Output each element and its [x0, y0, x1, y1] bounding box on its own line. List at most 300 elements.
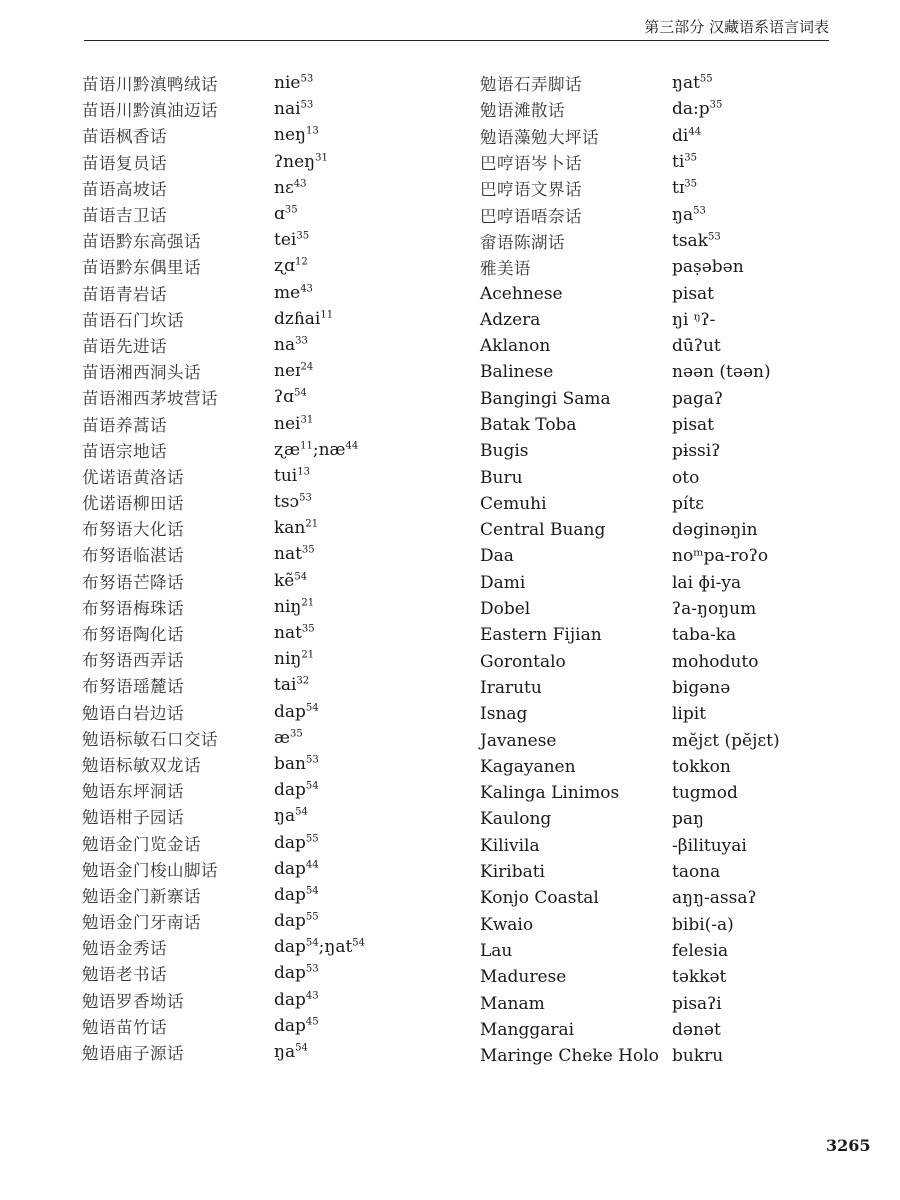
word-form-text: ŋi ᵑʔ-: [672, 309, 716, 330]
language-name: Madurese: [480, 967, 567, 988]
tone-number: 45: [305, 1016, 319, 1028]
word-entry-row: [480, 70, 880, 96]
word-form-text: tugmod: [672, 783, 738, 804]
word-entry-row: [480, 254, 880, 280]
tone-number: 54: [294, 387, 307, 399]
word-form: [274, 911, 319, 931]
word-form-text: nat: [274, 623, 302, 644]
language-name: Eastern Fijian: [480, 625, 602, 646]
word-form: [672, 362, 771, 382]
word-form: [274, 597, 314, 617]
word-entry-row: [82, 725, 472, 751]
language-name: 苗语复员话: [82, 153, 167, 173]
word-form-text: ban: [274, 753, 306, 774]
word-form-text: ʐɑ: [274, 256, 296, 277]
word-form-text: ɑ: [274, 204, 285, 225]
word-form-text: lai ɸi-ya: [672, 572, 742, 593]
word-entry-row: [480, 491, 880, 517]
word-entry-row: [82, 122, 472, 148]
word-form: [274, 728, 303, 748]
word-entry-row: [480, 412, 880, 438]
language-name: 勉语白岩边话: [82, 703, 184, 723]
word-form-text: dap: [274, 989, 306, 1010]
word-entry-row: [480, 990, 880, 1016]
word-entry-row: [480, 833, 880, 859]
tone-number: 35: [296, 230, 310, 242]
word-form: [274, 492, 312, 512]
word-entry-row: [82, 672, 472, 698]
word-form-text: bibi(-a): [672, 914, 734, 935]
word-form-text: pítɛ: [672, 493, 704, 514]
word-entry-row: [480, 701, 880, 727]
word-entry-row: [480, 649, 880, 675]
language-name: 畲语陈湖话: [480, 232, 565, 252]
word-form: [274, 466, 310, 486]
tone-number: 31: [300, 413, 314, 425]
word-entry-row: [82, 384, 472, 410]
word-entry-row: [82, 908, 472, 934]
word-form-text: dap: [274, 937, 306, 958]
word-form-alt-text: ;ŋat: [318, 937, 353, 958]
tone-number: 54: [295, 806, 308, 818]
word-entry-row: [480, 1017, 880, 1043]
word-entry-row: [82, 882, 472, 908]
word-form-text: da:p: [672, 99, 710, 120]
word-form: [672, 468, 699, 488]
word-form-text: di: [672, 125, 689, 146]
word-form-text: pisaʔi: [672, 993, 722, 1014]
word-entry-row: [480, 1043, 880, 1069]
word-form: [672, 389, 723, 409]
word-form: [672, 652, 758, 672]
word-entry-row: [82, 960, 472, 986]
word-entry-row: [82, 1013, 472, 1039]
word-form: [672, 415, 714, 435]
word-form-text: bigənə: [672, 677, 731, 698]
word-form: [274, 518, 318, 538]
word-entry-row: [82, 306, 472, 332]
word-form: [672, 731, 780, 751]
word-form-text: niŋ: [274, 596, 302, 617]
tone-number: 44: [345, 440, 359, 452]
word-form-text: nai: [274, 99, 301, 120]
word-entry-row: [82, 856, 472, 882]
word-form-text: nəən (təən): [672, 362, 771, 383]
tone-number: 53: [300, 73, 314, 85]
language-name: 苗语养蒿话: [82, 415, 167, 435]
language-name: Maringe Cheke Holo: [480, 1046, 659, 1067]
word-entry-row: [82, 934, 472, 960]
word-form: [274, 73, 313, 93]
word-form: [672, 783, 738, 803]
language-name: 苗语黔东高强话: [82, 232, 201, 252]
word-entry-row: [82, 201, 472, 227]
word-form-text: nɛ: [274, 177, 294, 198]
tone-number: 11: [320, 309, 334, 321]
word-entry-row: [480, 885, 880, 911]
word-entry-row: [480, 123, 880, 149]
word-form-text: ʐæ: [274, 439, 301, 460]
word-form: [274, 623, 315, 643]
word-form: [274, 335, 308, 355]
tone-number: 31: [315, 152, 328, 163]
word-entry-row: [480, 201, 880, 227]
word-form-text: dənət: [672, 1019, 721, 1040]
word-entry-row: [480, 727, 880, 753]
word-form: [274, 963, 319, 983]
word-form-text: felesia: [672, 940, 729, 961]
word-entry-row: [82, 280, 472, 306]
language-name: Buru: [480, 467, 523, 488]
right-word-column: [480, 70, 880, 1069]
word-form: [672, 941, 728, 961]
word-form-text: dap: [274, 701, 306, 722]
language-name: Konjo Coastal: [480, 888, 599, 909]
language-name: 布努语梅珠话: [82, 598, 184, 618]
language-name: Acehnese: [480, 283, 563, 304]
language-name: Kilivila: [480, 835, 540, 856]
tone-number: 55: [699, 73, 713, 85]
language-name: Lau: [480, 940, 513, 961]
word-form: [274, 256, 308, 276]
language-name: Batak Toba: [480, 415, 577, 435]
language-name: Javanese: [480, 730, 557, 751]
word-form: [672, 994, 722, 1014]
tone-number: 53: [300, 99, 314, 111]
word-entry-row: [82, 96, 472, 122]
language-name: 勉语老书话: [82, 965, 167, 985]
word-entry-row: [480, 359, 880, 385]
word-entry-row: [82, 1039, 472, 1065]
word-form-text: pisat: [672, 283, 715, 304]
word-form: [274, 204, 298, 224]
tone-number: 44: [305, 859, 319, 871]
word-entry-row: [480, 149, 880, 175]
language-name: 布努语西弄话: [82, 651, 184, 671]
word-entry-row: [82, 489, 472, 515]
word-form-text: mĕjɛt (pĕjɛt): [672, 730, 780, 751]
word-form: [274, 361, 313, 381]
tone-number: 55: [305, 911, 319, 923]
language-name: 勉语标敏双龙话: [82, 755, 201, 775]
word-form-text: niŋ: [274, 649, 302, 670]
word-form-text: tsak: [672, 230, 708, 251]
tone-number: 35: [684, 152, 698, 164]
language-name: 苗语先进话: [82, 336, 167, 356]
language-name: 布努语临湛话: [82, 546, 184, 566]
language-name: Balinese: [480, 362, 554, 383]
word-form-text: kan: [274, 518, 306, 539]
word-form-text: taba-ka: [672, 625, 737, 646]
tone-number: 33: [295, 335, 308, 347]
word-entry-row: [82, 149, 472, 175]
word-form-text: neŋ: [274, 125, 306, 146]
word-entry-row: [480, 964, 880, 990]
word-entry-row: [82, 699, 472, 725]
word-form-text: ti: [672, 152, 685, 173]
language-name: 勉语金门新寨话: [82, 886, 201, 906]
word-form: [672, 152, 697, 172]
word-form-text: pisat: [672, 415, 715, 435]
word-form-text: pɨssiʔ: [672, 441, 721, 462]
language-name: Aklanon: [480, 336, 551, 357]
word-form: [274, 125, 319, 145]
word-entry-row: [82, 751, 472, 777]
left-word-column: [82, 70, 472, 1065]
language-name: Kalinga Linimos: [480, 783, 620, 804]
language-name: Kaulong: [480, 809, 552, 830]
language-name: Cemuhi: [480, 493, 547, 514]
word-form-text: dap: [274, 832, 306, 853]
word-form-text: ʔneŋ: [274, 151, 316, 172]
tone-number: 55: [305, 832, 319, 844]
page-number: 3265: [826, 1136, 871, 1155]
word-form: [672, 678, 730, 698]
tone-number: 54: [295, 1042, 308, 1054]
tone-number: 35: [289, 728, 303, 740]
language-name: 优诺语黄洛话: [82, 467, 184, 487]
tone-number: 13: [305, 125, 319, 137]
language-name: 巴哼语唔奈话: [480, 206, 582, 226]
language-name: 布努语陶化话: [82, 625, 184, 645]
language-name: 苗语吉卫话: [82, 206, 167, 226]
word-form: [274, 859, 319, 879]
word-form-text: dzɦai: [274, 308, 321, 329]
word-form: [672, 625, 736, 645]
language-name: 勉语苗竹话: [82, 1017, 167, 1037]
word-form: [672, 205, 706, 225]
word-form: [672, 494, 704, 514]
word-form: [672, 441, 720, 461]
word-entry-row: [82, 829, 472, 855]
word-form: [672, 1020, 721, 1040]
word-form: [672, 284, 714, 304]
language-name: Kagayanen: [480, 756, 576, 777]
language-name: 勉语庙子源话: [82, 1044, 184, 1064]
word-form-text: ŋa: [274, 806, 296, 827]
tone-number: 43: [305, 990, 319, 1001]
language-name: Dobel: [480, 599, 531, 620]
word-form-text: ŋa: [672, 204, 694, 225]
tone-number: 24: [300, 361, 314, 373]
tone-number: 12: [295, 256, 308, 268]
language-name: 勉语石弄脚话: [480, 75, 582, 95]
word-form-text: ŋat: [672, 73, 700, 94]
word-form: [274, 675, 309, 695]
language-name: 勉语金门梭山脚话: [82, 860, 218, 880]
language-name: Daa: [480, 546, 514, 567]
language-name: 苗语川黔滇鸭绒话: [82, 75, 218, 95]
language-name: 勉语东坪洞话: [82, 782, 184, 802]
word-entry-row: [82, 175, 472, 201]
word-form: [274, 152, 328, 172]
word-entry-row: [82, 646, 472, 672]
word-form-text: dap: [274, 1015, 306, 1036]
word-form-text: bukru: [672, 1046, 724, 1067]
word-form: [672, 73, 713, 93]
word-form-text: mohoduto: [672, 651, 759, 672]
word-entry-row: [480, 622, 880, 648]
word-entry-row: [82, 541, 472, 567]
word-entry-row: [480, 754, 880, 780]
language-name: Gorontalo: [480, 651, 566, 672]
word-entry-row: [480, 333, 880, 359]
word-form-text: nat: [274, 544, 302, 565]
language-name: 勉语藻勉大坪话: [480, 127, 599, 147]
word-entry-row: [480, 228, 880, 254]
tone-number: 32: [296, 675, 310, 687]
tone-number: 35: [284, 204, 298, 216]
word-form-text: dap: [274, 911, 306, 932]
word-entry-row: [480, 96, 880, 122]
word-form-text: tei: [274, 230, 297, 251]
word-form: [274, 702, 319, 722]
word-form: [672, 1046, 723, 1066]
word-form-text: noᵐpa-roʔo: [672, 546, 769, 567]
word-form: [274, 440, 358, 460]
word-form-text: dap: [274, 884, 306, 905]
word-form-text: tokkon: [672, 756, 731, 777]
word-entry-row: [480, 675, 880, 701]
language-name: 苗语湘西茅坡营话: [82, 389, 218, 409]
word-form: [274, 1016, 319, 1036]
word-form: [274, 754, 319, 774]
language-name: 苗语湘西洞头话: [82, 363, 201, 383]
language-name: 布努语大化话: [82, 520, 184, 540]
tone-number: 21: [301, 597, 315, 609]
word-form: [672, 99, 722, 119]
word-form-text: tui: [274, 465, 298, 486]
tone-number: 54: [305, 701, 319, 713]
word-form-text: dəginəŋin: [672, 520, 758, 541]
language-name: Kiribati: [480, 862, 545, 883]
word-entry-row: [480, 464, 880, 490]
word-form: [274, 387, 307, 407]
word-form: [274, 806, 308, 826]
tone-number: 35: [301, 623, 315, 635]
word-form-text: lipit: [672, 704, 707, 725]
tone-number: 21: [305, 518, 319, 530]
word-form: [672, 809, 704, 829]
language-name: Bangingi Sama: [480, 388, 611, 409]
word-form: [274, 309, 333, 329]
language-name: Kwaio: [480, 914, 534, 935]
word-form: [274, 544, 315, 564]
word-form: [274, 990, 319, 1010]
word-entry-row: [480, 438, 880, 464]
word-entry-row: [82, 358, 472, 384]
language-name: 苗语青岩话: [82, 284, 167, 304]
word-form: [672, 967, 726, 987]
language-name: Manggarai: [480, 1019, 575, 1040]
language-name: 勉语滩散话: [480, 101, 565, 121]
language-name: Bugis: [480, 441, 529, 462]
tone-number: 35: [684, 178, 698, 190]
language-name: Adzera: [480, 309, 541, 330]
word-entry-row: [82, 594, 472, 620]
word-form: [672, 310, 715, 330]
word-entry-row: [480, 517, 880, 543]
language-name: 苗语高坡话: [82, 179, 167, 199]
word-entry-row: [480, 570, 880, 596]
word-entry-row: [480, 859, 880, 885]
word-form-text: paṣəbən: [672, 257, 744, 278]
language-name: 勉语金门览金话: [82, 834, 201, 854]
word-form-text: tɪ: [672, 178, 685, 199]
tone-number: 21: [301, 649, 315, 661]
language-name: 苗语石门坎话: [82, 310, 184, 330]
word-form-text: oto: [672, 467, 700, 488]
word-form: [672, 546, 768, 566]
word-form: [672, 599, 756, 619]
tone-number: 13: [297, 466, 310, 478]
word-entry-row: [82, 227, 472, 253]
language-name: 苗语枫香话: [82, 127, 167, 147]
word-entry-row: [480, 307, 880, 333]
word-form: [274, 414, 313, 434]
language-name: 雅美语: [480, 259, 531, 279]
language-name: Isnag: [480, 704, 528, 725]
language-name: 布努语瑶麓话: [82, 677, 184, 697]
word-entry-row: [82, 987, 472, 1013]
word-form-text: dap: [274, 963, 306, 984]
tone-number: 54: [305, 885, 319, 897]
word-form: [274, 283, 313, 303]
word-form: [274, 780, 319, 800]
word-form-text: neɪ: [274, 361, 301, 382]
language-name: 巴哼语岑卜话: [480, 154, 582, 174]
word-form: [274, 833, 319, 853]
word-form: [274, 230, 309, 250]
language-name: 勉语金秀话: [82, 939, 167, 959]
word-form: [274, 649, 314, 669]
language-name: 苗语宗地话: [82, 441, 167, 461]
language-name: 勉语金门牙南话: [82, 913, 201, 933]
word-entry-row: [82, 803, 472, 829]
word-form: [672, 757, 731, 777]
word-form-alt-text: ;næ: [312, 439, 346, 460]
language-name: Dami: [480, 572, 526, 593]
word-form-text: me: [274, 282, 301, 303]
word-form-text: ʔɑ: [274, 387, 294, 408]
word-entry-row: [82, 515, 472, 541]
tone-number: 53: [693, 204, 706, 216]
language-name: 苗语川黔滇油迈话: [82, 101, 218, 121]
word-form-text: taona: [672, 862, 721, 883]
tone-number: 44: [688, 126, 702, 138]
word-form: [672, 888, 757, 908]
word-entry-row: [480, 780, 880, 806]
word-form-text: na: [274, 334, 296, 355]
word-entry-row: [82, 437, 472, 463]
tone-number: 43: [293, 178, 307, 190]
language-name: 苗语黔东偶里话: [82, 258, 201, 278]
word-entry-row: [480, 386, 880, 412]
word-form: [672, 126, 701, 146]
word-entry-row: [82, 463, 472, 489]
word-form-text: æ: [274, 727, 290, 748]
word-form-text: aŋŋ-assaʔ: [672, 888, 757, 909]
language-name: 优诺语柳田话: [82, 494, 184, 514]
tone-number: 54: [352, 937, 366, 949]
language-name: 勉语柑子园话: [82, 808, 184, 828]
word-form: [672, 231, 721, 251]
language-name: 勉语标敏石口交话: [82, 729, 218, 749]
word-entry-row: [82, 253, 472, 279]
word-form-text: təkkət: [672, 967, 727, 988]
word-entry-row: [480, 806, 880, 832]
tone-number: 54: [294, 571, 308, 582]
